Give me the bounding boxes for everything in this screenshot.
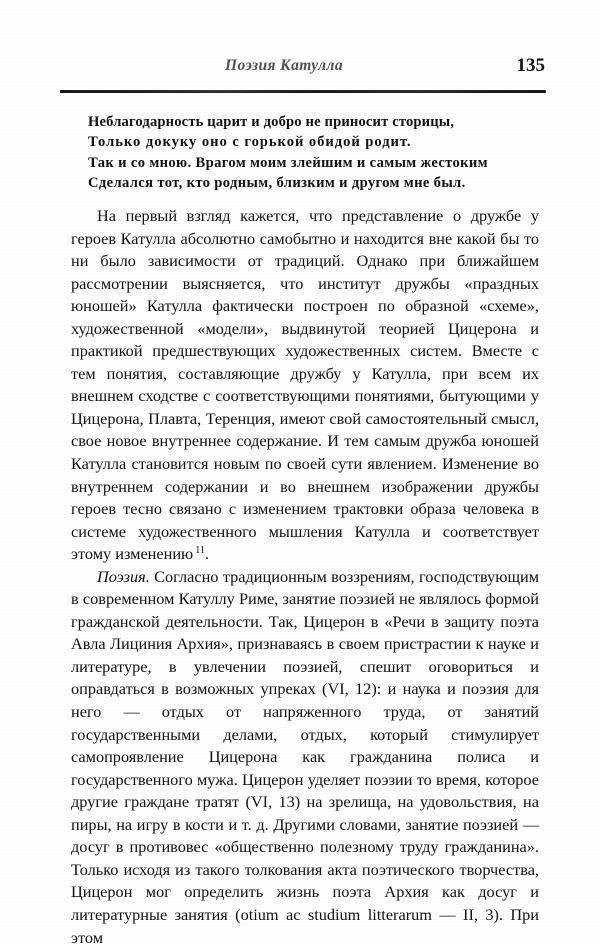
- page-number: 135: [516, 55, 545, 76]
- verse-line: Только докуку оно с горькой обидой родит.: [88, 134, 412, 151]
- verse-line: Сделался тот, кто родным, близким и другом мне был.: [88, 175, 466, 192]
- verse-line: Неблагодарность царит и добро не приносит сторицы,: [88, 114, 455, 130]
- header-rule: [60, 90, 546, 93]
- verse-line: Так и со мною. Врагом моим злейшим и самым жестоким: [88, 154, 488, 171]
- paragraph-text: Согласно традиционным воззрениям, господствующим в современном Катуллу Риме, занятие поэзией не являлось формой гражданской деятельности. Так, Цицерон в «Речи в защиту поэта Авла Лициния Архия», признаваясь в своем пристрастии к науке и литературе, в увлечении поэзией, спешит оговориться и оправдаться в возможных упреках (VI, 12): и наука и поэзия для него — отдых от напряженного труда, от занятий государственными делами, отдых, который стимулирует самопроявление Цицерона как гражданина полиса и государственного мужа. Цицерон уделяет поэзии то время, которое другие граждане тратят (VI, 13) на зрелища, на удовольствия, на пиры, на игру в кости и т. д. Другими словами, занятие поэзией — досуг в противовес «общественно полезному труду гражданина». Только исходя из такого толкования акта поэтического творчества, Цицерон мог определить жизнь поэта Архия как досуг и литературные занятия (otium ac studium litterarum — II, 3). При этом: [71, 566, 539, 947]
- paragraph-text-tail: .: [204, 544, 210, 564]
- running-head: [60, 57, 545, 85]
- body-text-column: [71, 205, 539, 949]
- footnote-marker: 11: [195, 544, 205, 556]
- paragraph-lead-term: Поэзия.: [97, 566, 150, 586]
- paragraph-text: На первый взгляд кажется, что представление о дружбе у героев Катулла абсолютно самобытно и находится вне какой бы то ни было зависимости от традиций. Однако при ближайшем рассмотрении выясняется, что институт дружбы «праздных юношей» Катулла фактически построен по образной «схеме», художественной «модели», выдвинутой теорией Цицерона и практикой предшествующих художественных систем. Вместе с тем понятия, составляющие дружбу у Катулла, при всем их внешнем сходстве с соответствующими понятиями, бытующими у Цицерона, Плавта, Теренция, имеют свой самостоятельный смысл, свое новое внутреннее содержание. И тем самым дружба юношей Катулла становится новым по своей сути явлением. Изменение во внутреннем содержании и во внешнем изображении дружбы героев тесно связано с изменением трактовки образа человека в системе художественного мышления Катулла и соответствует этому изменению: [71, 206, 539, 564]
- paragraph-friendship: [71, 205, 539, 566]
- running-head-title: Поэзия Катулла: [225, 57, 344, 74]
- paragraph-poetry: [71, 566, 539, 949]
- epigraph-verse: [88, 112, 538, 194]
